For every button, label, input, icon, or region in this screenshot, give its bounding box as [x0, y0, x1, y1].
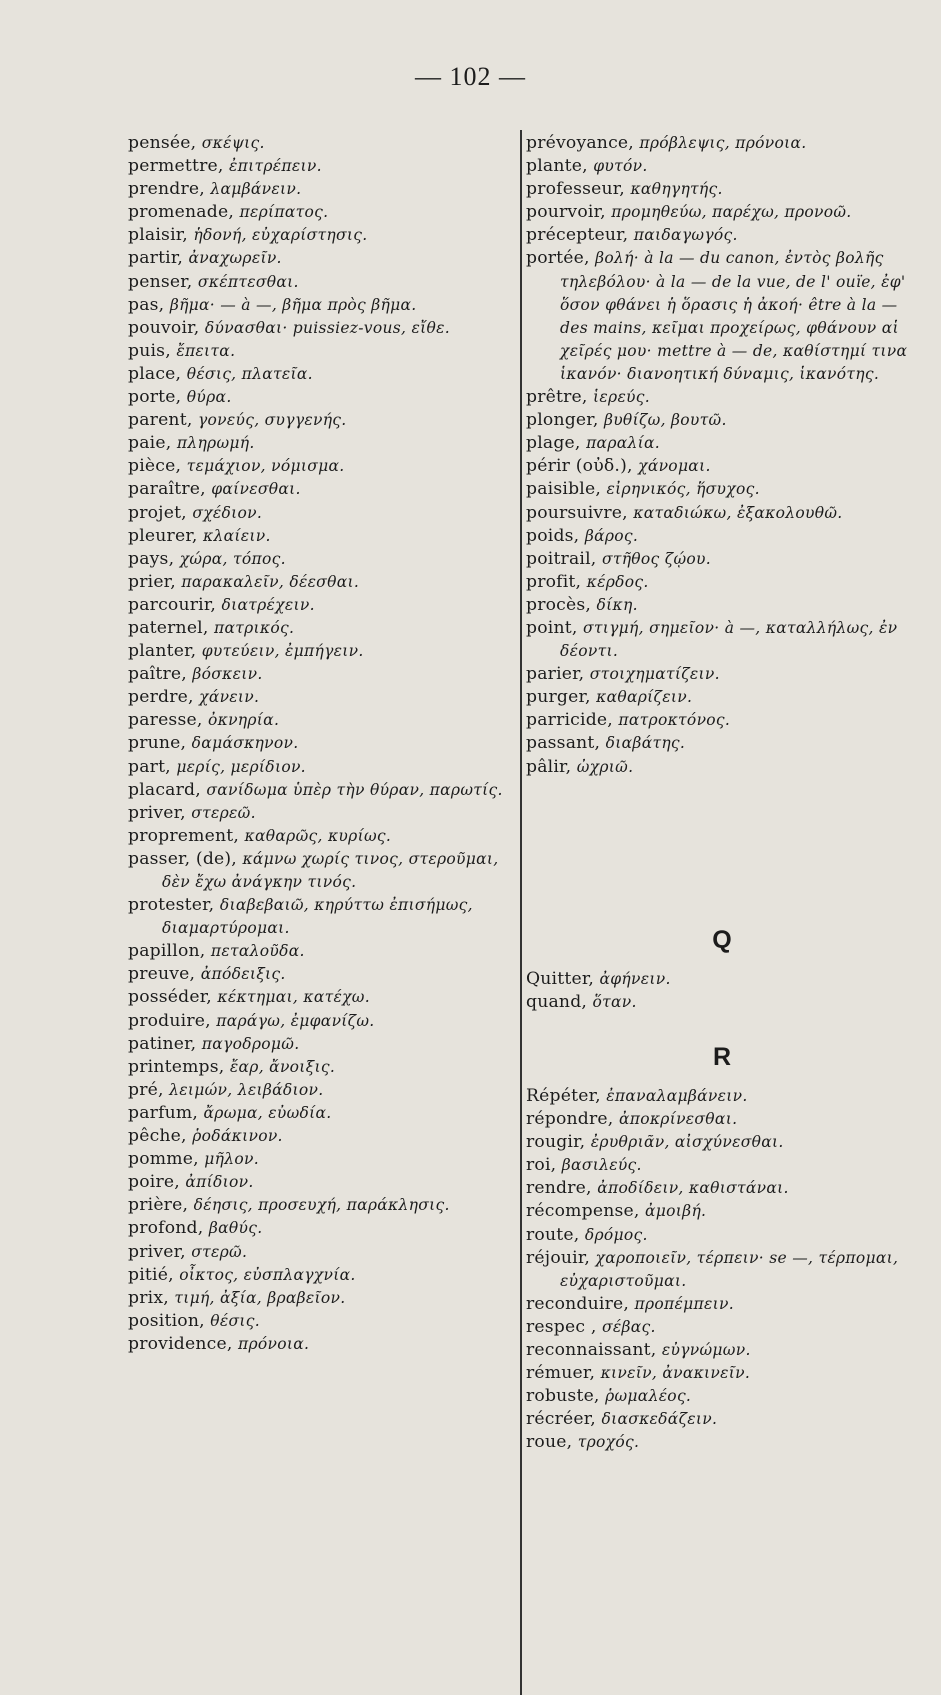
section-letter-r: R: [712, 1042, 732, 1071]
entry-translation: δύνασθαι· puissiez-vous, εἴθε.: [204, 318, 450, 337]
dictionary-entry: [128, 1217, 520, 1240]
entry-headword: pièce,: [128, 456, 182, 477]
dictionary-entry: [526, 663, 918, 686]
entry-translation: διασκεδάζειν.: [601, 1410, 718, 1429]
entry-translation: μῆλον.: [204, 1150, 259, 1169]
dictionary-entry: [526, 1408, 918, 1431]
dictionary-entry: [526, 1085, 918, 1108]
entry-translation: δέησις, προσευχή, παράκλησις.: [193, 1196, 450, 1215]
entry-translation: χάνομαι.: [638, 457, 711, 476]
entry-translation: χώρα, τόπος.: [179, 549, 286, 568]
dictionary-entry: [526, 1339, 918, 1362]
entry-headword: protester,: [128, 895, 215, 916]
entry-headword: pomme,: [128, 1149, 199, 1170]
entry-headword: Répéter,: [526, 1086, 601, 1106]
dictionary-entry: [128, 986, 520, 1009]
entry-headword: perdre,: [128, 687, 194, 708]
dictionary-entry: [526, 155, 918, 178]
entry-translation: σανίδωμα ὑπὲρ τὴν θύραν, παρωτίς.: [206, 780, 503, 799]
entry-headword: penser,: [128, 271, 193, 292]
dictionary-entry: [526, 686, 918, 709]
entry-headword: priver,: [128, 1241, 186, 1262]
entry-translation: σχέδιον.: [192, 503, 263, 522]
entry-translation: ἀμοιβή.: [645, 1202, 707, 1221]
entry-translation: ῥοδάκινον.: [192, 1127, 283, 1146]
entry-translation: φυτόν.: [593, 157, 648, 176]
entry-headword: prix,: [128, 1287, 169, 1308]
entry-headword: preuve,: [128, 964, 196, 985]
entry-headword: position,: [128, 1310, 205, 1331]
entry-headword: prévoyance,: [526, 133, 634, 153]
entry-translation: σκέψις.: [201, 134, 265, 152]
dictionary-entry: [128, 1033, 520, 1056]
page-number: — 102 —: [415, 62, 526, 91]
dictionary-entry: [128, 478, 520, 501]
dictionary-entry: [526, 594, 918, 617]
entry-translation: χάνειν.: [199, 688, 260, 707]
dictionary-entry: [526, 502, 918, 525]
entry-headword: plonger,: [526, 410, 599, 431]
dictionary-entry: [128, 1079, 520, 1102]
entry-translation: ἀφήνειν.: [599, 969, 671, 988]
entry-headword: partir,: [128, 248, 184, 269]
entry-headword: rougir,: [526, 1132, 586, 1153]
dictionary-entry: [526, 409, 918, 432]
right-column: [526, 132, 918, 1455]
dictionary-entry: [128, 294, 520, 317]
dictionary-entry: [128, 1010, 520, 1033]
entry-translation: βαθύς.: [208, 1219, 263, 1238]
dictionary-entry: [128, 340, 520, 363]
dictionary-entry: [526, 432, 918, 455]
entry-translation: θύρα.: [186, 388, 232, 407]
entry-headword: projet,: [128, 502, 187, 523]
entry-translation: βασιλεύς.: [561, 1156, 642, 1175]
entry-headword: pourvoir,: [526, 202, 606, 223]
entry-headword: planter,: [128, 641, 197, 662]
entry-translation: βάρος.: [584, 526, 639, 545]
entry-translation: λειμών, λειβάδιον.: [169, 1080, 324, 1099]
entry-translation: θέσις, πλατεῖα.: [186, 364, 313, 383]
dictionary-entry: [128, 386, 520, 409]
dictionary-entry: [526, 1108, 918, 1131]
dictionary-entry: [526, 1431, 918, 1454]
entry-translation: ὠχριῶ.: [576, 757, 634, 776]
dictionary-entry: [128, 155, 520, 178]
entry-translation: καθηγητής.: [630, 180, 723, 199]
entry-headword: paternel,: [128, 617, 209, 638]
dictionary-entry: [128, 963, 520, 986]
dictionary-entry: [526, 709, 918, 732]
entry-headword: pleurer,: [128, 525, 198, 546]
dictionary-entry: [526, 525, 918, 548]
entry-translation: κάμνω χωρίς τινος, στεροῦμαι, δὲν ἔχω ἀνάγκην τινός.: [162, 849, 499, 891]
entry-translation: πληρωμή.: [176, 434, 255, 453]
dictionary-entry: [128, 502, 520, 525]
entry-headword: providence,: [128, 1333, 233, 1354]
dictionary-entry: [128, 779, 520, 802]
entry-headword: pitié,: [128, 1264, 174, 1285]
entry-headword: parricide,: [526, 710, 613, 731]
dictionary-entry: [526, 1154, 918, 1177]
dictionary-entry: [128, 663, 520, 686]
entry-headword: point,: [526, 617, 578, 638]
dictionary-entry: [526, 132, 918, 155]
entry-headword: reconnaissant,: [526, 1340, 657, 1361]
entry-translation: καθαρῶς, κυρίως.: [244, 826, 392, 845]
entry-translation: στιγμή, σημεῖον· à —, καταλλήλως, ἐν δέοντι.: [560, 618, 898, 661]
entry-translation: σέβας.: [602, 1317, 656, 1336]
entry-translation: ἀναχωρεῖν.: [188, 249, 282, 268]
entry-headword: prendre,: [128, 179, 205, 200]
dictionary-entry: [526, 478, 918, 501]
entry-translation: ἔαρ, ἄνοιξις.: [229, 1057, 336, 1076]
entry-headword: pensée,: [128, 133, 197, 153]
entry-translation: παραλία.: [586, 434, 660, 453]
dictionary-entry: [526, 1385, 918, 1408]
entry-translation: κλαίειν.: [203, 526, 271, 545]
entry-headword: produire,: [128, 1010, 211, 1031]
entry-translation: διαβάτης.: [605, 734, 686, 753]
entry-translation: λαμβάνειν.: [210, 180, 302, 199]
dictionary-entry: [526, 968, 918, 991]
right-column-q-entries: [526, 968, 918, 1014]
left-column: [128, 132, 520, 1356]
dictionary-entry: [128, 1171, 520, 1194]
entry-headword: pré,: [128, 1079, 164, 1100]
dictionary-entry: [128, 709, 520, 732]
entry-translation: παράγω, ἐμφανίζω.: [216, 1011, 375, 1030]
dictionary-entry: [128, 1125, 520, 1148]
entry-headword: robuste,: [526, 1386, 600, 1407]
entry-translation: χαροποιεῖν, τέρπειν· se —, τέρπομαι, εὐχαριστοῦμαι.: [560, 1248, 899, 1290]
entry-headword: pêche,: [128, 1126, 187, 1147]
dictionary-entry: [128, 1333, 520, 1356]
entry-headword: poire,: [128, 1172, 180, 1193]
entry-headword: paraître,: [128, 479, 206, 500]
dictionary-entry: [526, 732, 918, 755]
entry-translation: δρόμος.: [584, 1225, 648, 1244]
entry-translation: βυθίζω, βουτῶ.: [603, 411, 727, 430]
entry-translation: προμηθεύω, παρέχω, προνοῶ.: [611, 203, 852, 222]
dictionary-entry: [128, 132, 520, 155]
entry-headword: roi,: [526, 1155, 557, 1176]
entry-headword: profit,: [526, 571, 582, 592]
dictionary-entry: [128, 201, 520, 224]
entry-headword: portée,: [526, 248, 590, 269]
entry-headword: paie,: [128, 433, 172, 454]
entry-translation: τροχός.: [577, 1433, 640, 1452]
entry-headword: parfum,: [128, 1102, 199, 1123]
dictionary-entry: [128, 363, 520, 386]
entry-headword: paisible,: [526, 479, 601, 500]
entry-translation: βολή· à la — du canon, ἐντὸς βολῆς τηλεβόλου· à la — de la vue, de l' ouïe, ἐφ' ὅσον φθάνει ἡ ὅρασις ἡ ἀκοή· être à la — des mains, κεῖμαι προχείρως, φθάνουν αἱ χεῖρές μου· mettre à — de, καθίστημί τινα ἱκανόν· διανοητική δύναμις, ἱκανότης.: [560, 249, 908, 383]
entry-headword: précepteur,: [526, 225, 629, 246]
entry-translation: ἐπαναλαμβάνειν.: [606, 1087, 748, 1105]
entry-translation: ἱερεύς.: [593, 388, 650, 407]
entry-headword: priver,: [128, 802, 186, 823]
dictionary-entry: [128, 224, 520, 247]
entry-headword: récréer,: [526, 1409, 596, 1430]
entry-headword: répondre,: [526, 1109, 614, 1130]
dictionary-entry: [128, 1287, 520, 1310]
dictionary-entry: [526, 1177, 918, 1200]
dictionary-entry: [128, 1264, 520, 1287]
entry-translation: καθαρίζειν.: [596, 688, 693, 707]
entry-headword: placard,: [128, 779, 201, 800]
entry-translation: πρόνοια.: [237, 1334, 310, 1353]
entry-translation: προπέμπειν.: [634, 1294, 734, 1313]
dictionary-entry: [128, 617, 520, 640]
entry-headword: pays,: [128, 548, 175, 569]
entry-headword: paresse,: [128, 710, 203, 731]
dictionary-entry: [526, 455, 918, 478]
dictionary-entry: [128, 271, 520, 294]
entry-headword: printemps,: [128, 1056, 225, 1077]
entry-translation: φυτεύειν, ἐμπήγειν.: [201, 642, 364, 661]
column-divider: [520, 130, 522, 1695]
entry-headword: prière,: [128, 1195, 189, 1216]
entry-headword: parcourir,: [128, 594, 217, 615]
entry-headword: porte,: [128, 387, 182, 408]
dictionary-entry: [128, 1241, 520, 1264]
entry-headword: patiner,: [128, 1033, 197, 1054]
entry-translation: μερίς, μερίδιον.: [176, 757, 306, 776]
entry-headword: Quitter,: [526, 968, 595, 989]
entry-headword: poitrail,: [526, 548, 597, 569]
dictionary-entry: [526, 201, 918, 224]
entry-headword: permettre,: [128, 156, 224, 177]
dictionary-entry: [128, 640, 520, 663]
right-column-p-entries: [526, 132, 918, 779]
dictionary-entry: [526, 1247, 918, 1293]
entry-translation: πατροκτόνος.: [618, 711, 731, 730]
entry-translation: περίπατος.: [239, 203, 329, 222]
dictionary-entry: [526, 991, 918, 1014]
entry-translation: στῆθος ζῴου.: [601, 549, 711, 568]
entry-translation: δαμάσκηνον.: [191, 734, 299, 753]
entry-translation: πατρικός.: [214, 618, 295, 637]
dictionary-entry: [128, 686, 520, 709]
dictionary-entry: [128, 525, 520, 548]
entry-headword: réjouir,: [526, 1247, 591, 1268]
entry-translation: ἔπειτα.: [176, 341, 236, 360]
entry-headword: place,: [128, 363, 182, 384]
entry-headword: parent,: [128, 410, 193, 431]
entry-translation: πεταλοῦδα.: [210, 942, 305, 961]
entry-translation: κέρδος.: [586, 572, 649, 591]
dictionary-entry: [128, 1148, 520, 1171]
entry-headword: procès,: [526, 594, 592, 615]
entry-headword: respec ,: [526, 1316, 597, 1337]
dictionary-entry: [128, 1310, 520, 1333]
dictionary-entry: [526, 1362, 918, 1385]
dictionary-entry: [128, 825, 520, 848]
section-letter-q: Q: [712, 925, 732, 954]
entry-translation: στοιχηματίζειν.: [589, 665, 720, 684]
dictionary-entry: [526, 1131, 918, 1154]
entry-headword: plaisir,: [128, 225, 188, 246]
dictionary-entry: [128, 317, 520, 340]
dictionary-entry: [128, 732, 520, 755]
dictionary-entry: [128, 848, 520, 894]
dictionary-entry: [128, 247, 520, 270]
entry-headword: reconduire,: [526, 1293, 630, 1314]
dictionary-entry: [526, 756, 918, 779]
entry-translation: ῥωμαλέος.: [605, 1387, 692, 1406]
entry-headword: rémuer,: [526, 1363, 596, 1384]
dictionary-entry: [128, 432, 520, 455]
entry-translation: στερῶ.: [191, 1242, 248, 1261]
entry-translation: παιδαγωγός.: [633, 226, 738, 245]
entry-headword: prêtre,: [526, 387, 588, 408]
dictionary-entry: [128, 940, 520, 963]
entry-headword: promenade,: [128, 202, 234, 223]
dictionary-entry: [128, 1056, 520, 1079]
entry-headword: pas,: [128, 294, 165, 315]
entry-headword: posséder,: [128, 987, 212, 1008]
entry-headword: paître,: [128, 664, 187, 685]
entry-translation: καταδιώκω, ἐξακολουθῶ.: [633, 503, 843, 522]
entry-headword: pâlir,: [526, 756, 572, 777]
entry-headword: plage,: [526, 433, 581, 454]
entry-headword: pouvoir,: [128, 317, 200, 338]
entry-translation: ἐπιτρέπειν.: [229, 157, 322, 176]
entry-translation: τεμάχιον, νόμισμα.: [186, 457, 345, 476]
entry-translation: ἡδονή, εὐχαρίστησις.: [193, 226, 368, 245]
dictionary-entry: [526, 1316, 918, 1339]
entry-headword: professeur,: [526, 179, 625, 200]
entry-translation: θέσις.: [210, 1311, 260, 1330]
entry-headword: récompense,: [526, 1201, 640, 1222]
dictionary-entry: [128, 571, 520, 594]
entry-headword: quand,: [526, 991, 588, 1012]
entry-headword: purger,: [526, 687, 591, 708]
entry-translation: κέκτημαι, κατέχω.: [217, 988, 370, 1007]
dictionary-entry: [128, 594, 520, 617]
entry-headword: passer, (de),: [128, 848, 237, 869]
entry-translation: βόσκειν.: [192, 665, 263, 684]
entry-translation: πρόβλεψις, πρόνοια.: [639, 134, 807, 152]
dictionary-entry: [526, 548, 918, 571]
entry-headword: roue,: [526, 1432, 573, 1453]
entry-translation: σκέπτεσθαι.: [197, 272, 299, 291]
dictionary-entry: [128, 802, 520, 825]
entry-headword: rendre,: [526, 1178, 592, 1199]
dictionary-entry: [128, 409, 520, 432]
entry-headword: route,: [526, 1224, 580, 1245]
entry-headword: périr (οὐδ.),: [526, 456, 633, 477]
entry-translation: στερεῶ.: [191, 803, 256, 822]
entry-translation: παρακαλεῖν, δέεσθαι.: [181, 572, 360, 591]
dictionary-entry: [526, 571, 918, 594]
dictionary-entry: [526, 224, 918, 247]
entry-headword: part,: [128, 756, 171, 777]
entry-headword: proprement,: [128, 825, 240, 846]
entry-translation: οἶκτος, εὐσπλαγχνία.: [179, 1265, 356, 1284]
entry-translation: φαίνεσθαι.: [211, 480, 301, 499]
right-column-r-entries: [526, 1085, 918, 1455]
dictionary-entry: [128, 1194, 520, 1217]
entry-headword: parier,: [526, 664, 585, 685]
entry-translation: ἐρυθριᾶν, αἰσχύνεσθαι.: [590, 1133, 784, 1152]
dictionary-entry: [128, 178, 520, 201]
dictionary-entry: [526, 1224, 918, 1247]
entry-headword: papillon,: [128, 941, 206, 962]
entry-translation: ἀποδίδειν, καθιστάναι.: [597, 1179, 789, 1198]
entry-headword: prier,: [128, 571, 176, 592]
entry-translation: κινεῖν, ἀνακινεῖν.: [600, 1364, 751, 1383]
entry-translation: διαβεβαιῶ, κηρύττω ἐπισήμως, διαμαρτύρομαι.: [162, 896, 473, 938]
entry-headword: puis,: [128, 340, 171, 361]
entry-headword: profond,: [128, 1218, 204, 1239]
entry-headword: poids,: [526, 525, 580, 546]
entry-translation: ἀπίδιον.: [185, 1173, 254, 1192]
entry-translation: ἄρωμα, εὐωδία.: [203, 1103, 332, 1122]
entry-translation: ὅταν.: [592, 992, 637, 1011]
entry-translation: διατρέχειν.: [221, 595, 315, 614]
dictionary-entry: [128, 1102, 520, 1125]
entry-headword: poursuivre,: [526, 502, 628, 523]
dictionary-entry: [526, 617, 918, 663]
entry-translation: τιμή, ἀξία, βραβεῖον.: [174, 1288, 346, 1307]
dictionary-entry: [526, 1293, 918, 1316]
entry-translation: βῆμα· — à —, βῆμα πρὸς βῆμα.: [169, 295, 417, 314]
entry-headword: passant,: [526, 733, 601, 754]
entry-translation: ἀπόδειξις.: [200, 965, 286, 984]
dictionary-entry: [128, 756, 520, 779]
dictionary-entry: [128, 455, 520, 478]
dictionary-entry: [526, 1200, 918, 1223]
dictionary-entry: [128, 548, 520, 571]
dictionary-entry: [526, 178, 918, 201]
entry-translation: παγοδρομῶ.: [201, 1034, 300, 1053]
entry-headword: plante,: [526, 156, 588, 177]
dictionary-entry: [526, 247, 918, 386]
entry-translation: ἀποκρίνεσθαι.: [618, 1110, 738, 1129]
dictionary-entry: [526, 386, 918, 409]
entry-headword: prune,: [128, 733, 187, 754]
entry-translation: δίκη.: [596, 595, 638, 614]
entry-translation: εὐγνώμων.: [661, 1341, 751, 1360]
entry-translation: εἰρηνικός, ἥσυχος.: [606, 480, 760, 499]
entry-translation: γονεύς, συγγενής.: [197, 411, 347, 430]
dictionary-entry: [128, 894, 520, 940]
entry-translation: ὀκνηρία.: [207, 711, 280, 730]
